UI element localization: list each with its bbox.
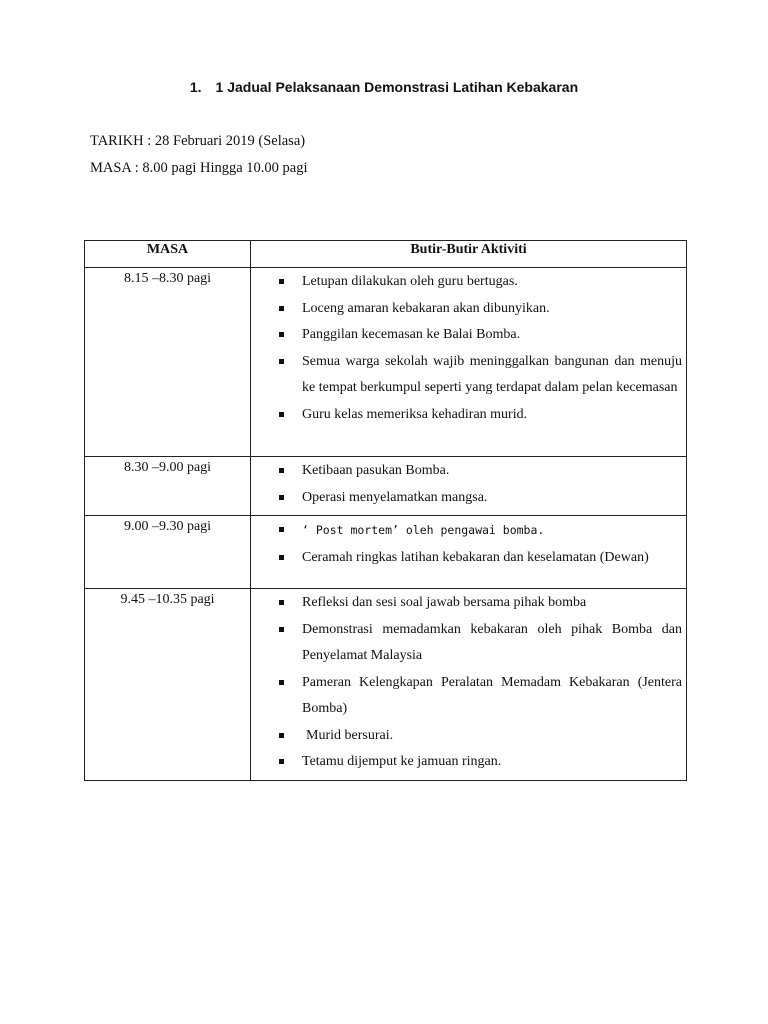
activity-text: Pameran Kelengkapan Peralatan Memadam Kebakaran (Jentera Bomba) [302,674,682,716]
activity-list [251,458,682,511]
list-item [251,458,682,485]
list-item [251,590,682,617]
bullet-square-icon [279,555,284,560]
bullet-square-icon [279,680,284,685]
activity-text: Demonstrasi memadamkan kebakaran oleh pihak Bomba dan Penyelamat Malaysia [302,621,682,663]
activity-text: Panggilan kecemasan ke Balai Bomba. [302,327,521,342]
list-item [251,296,682,323]
bullet-square-icon [279,627,284,632]
list-item [251,402,682,429]
list-item [251,485,682,512]
table-row [85,457,687,516]
time-cell: 9.45 –10.35 pagi [85,589,251,781]
activity-text: Ketibaan pasukan Bomba. [302,463,450,478]
activity-list [251,590,682,776]
table-row [85,516,687,589]
bullet-square-icon [279,332,284,337]
time-cell: 8.30 –9.00 pagi [85,457,251,516]
activity-text: Murid bersurai. [306,727,394,743]
table-row [85,589,687,781]
header-masa: MASA [85,241,251,268]
activity-text: Semua warga sekolah wajib meninggalkan bangunan dan menuju ke tempat berkumpul seperti yang terdapat dalam pelan kecemasan [302,353,682,395]
list-item [251,749,682,776]
list-item [251,617,682,670]
activity-text: Guru kelas memeriksa kehadiran murid. [302,406,528,422]
title-text: 1 Jadual Pelaksanaan Demonstrasi Latihan Kebakaran [215,79,579,95]
list-item [251,269,682,296]
list-item [251,517,682,545]
list-item [251,322,682,349]
date-line: TARIKH : 28 Februari 2019 (Selasa) [90,133,306,149]
bullet-square-icon [279,600,284,605]
activity-text: Refleksi dan sesi soal jawab bersama pihak bomba [302,595,587,610]
bullet-square-icon [279,759,284,764]
time-cell: 9.00 –9.30 pagi [85,516,251,589]
bullet-square-icon [279,306,284,311]
list-item [251,545,682,572]
list-item [251,723,682,750]
activities-cell [251,516,687,589]
title-number: 1. [189,79,202,95]
activity-list [251,517,682,571]
time-cell: 8.15 –8.30 pagi [85,268,251,457]
activity-text: Operasi menyelamatkan mangsa. [302,489,488,505]
bullet-square-icon [279,279,284,284]
bullet-square-icon [279,359,284,364]
schedule-table [84,240,687,781]
bullet-square-icon [279,468,284,473]
activity-text: Loceng amaran kebakaran akan dibunyikan. [302,300,550,316]
list-item [251,349,682,402]
header-aktiviti: Butir-Butir Aktiviti [251,241,687,268]
activities-cell [251,457,687,516]
bullet-square-icon [279,412,284,417]
activity-text: Tetamu dijemput ke jamuan ringan. [302,754,502,769]
bullet-square-icon [279,733,284,738]
activity-text: Ceramah ringkas latihan kebakaran dan keselamatan (Dewan) [302,549,649,565]
time-line: MASA : 8.00 pagi Hingga 10.00 pagi [90,160,308,176]
table-row [85,268,687,457]
activities-cell [251,589,687,781]
document-title [0,79,768,95]
activity-list [251,269,682,428]
activity-text: ‘ Post mortem’ oleh pengawai bomba. [302,523,545,537]
bullet-square-icon [279,527,284,532]
list-item [251,670,682,723]
activities-cell [251,268,687,457]
activity-text: Letupan dilakukan oleh guru bertugas. [302,274,518,289]
table-header-row [85,241,687,268]
bullet-square-icon [279,495,284,500]
